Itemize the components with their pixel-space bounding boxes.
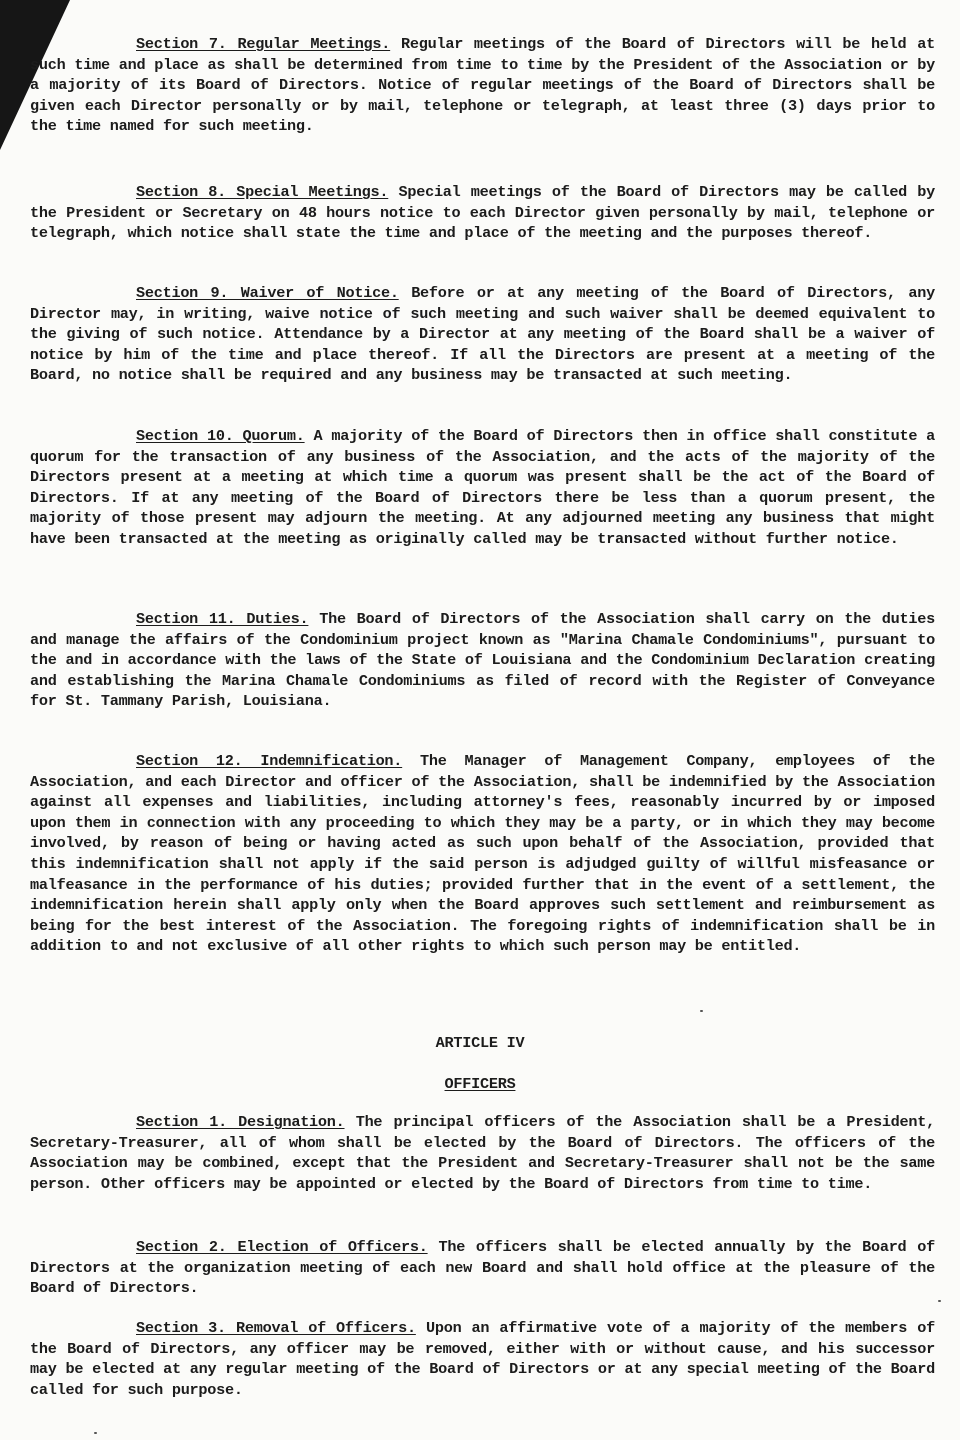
section-9-body: Before or at any meeting of the Board of Directors, any Director may, in writing, waive notice of such meeting and such waiver shall be deemed equivalent to the giving of such notice. Attendance by a Director at any meeting of the Board shall be a waiver of notice by him of the time and place thereof. If all the Directors are present at a meeting of the Board, no notice shall be required and any business may be transacted at such meeting. <box>30 284 935 385</box>
section-12-body: The Manager of Management Company, employees of the Association, and each Director and officer of the Association, shall be indemnified by the Association against all expenses and liabilities, including attorney's fees, reasonably incurred by or imposed upon them in connection with any proceeding to which they may be a party, or in which they may become involved, by reason of being or having acted as such upon behalf of the Association, provided that this indemnification shall not apply if the said person is adjudged guilty of willful misfeasance or malfeasance in the performance of his duties; provided further that in the event of a settlement, the indemnification herein shall apply only when the Board approves such settlement and reimbursement as being for the best interest of the Association. The foregoing rights of indemnification shall be in addition to and not exclusive of all other rights to which such person may be entitled. <box>30 752 935 956</box>
article-4-section-1-heading: Section 1. Designation. <box>136 1113 345 1131</box>
section-9-paragraph <box>30 283 935 386</box>
article-4-section-1-paragraph <box>30 1112 935 1194</box>
section-11-body: The Board of Directors of the Association shall carry on the duties and manage the affairs of the Condominium project known as "Marina Chamale Condominiums", pursuant to the and in accordance with the laws of the State of Louisiana and the Condominium Declaration creating and establishing the Marina Chamale Condominiums as filed of record with the Register of Conveyance for St. Tammany Parish, Louisiana. <box>30 610 935 711</box>
article-number: ARTICLE IV <box>435 1034 525 1052</box>
section-12-heading: Section 12. Indemnification. <box>136 752 403 770</box>
article-title-text: OFFICERS <box>444 1075 516 1093</box>
section-10-heading: Section 10. Quorum. <box>136 427 305 445</box>
section-10-body: A majority of the Board of Directors then in office shall constitute a quorum for the transaction of any business of the Association, and the acts of the majority of the Directors present at a meeting at which time a quorum was present shall be the act of the Board of Directors. If at any meeting of the Board of Directors there be less than a quorum present, the majority of those present may adjourn the meeting. At any adjourned meeting any business that might have been transacted at the meeting as originally called may be transacted without further notice. <box>30 427 936 548</box>
article-4-section-1-body: The principal officers of the Association shall be a President, Secretary-Treasurer, all of whom shall be elected by the Board of Directors. The officers of the Association may be combined, except that the President and Secretary-Treasurer shall not be the same person. Other officers may be appointed or elected by the Board of Directors from time to time. <box>30 1113 936 1193</box>
article-title <box>0 1074 960 1095</box>
scan-speck <box>700 1010 703 1012</box>
section-8-body: Special meetings of the Board of Directors may be called by the President or Secretary on 48 hours notice to each Director given personally by mail, telephone or telegraph, which notice shall state the time and place of the meeting and the purposes thereof. <box>30 183 935 243</box>
article-4-section-3-body: Upon an affirmative vote of a majority of the members of the Board of Directors, any officer may be removed, either with or without cause, and his successor may be elected at any regular meeting of the Board of Directors or at any special meeting of the Board called for such purpose. <box>30 1319 935 1399</box>
article-4-section-2-body: The officers shall be elected annually by the Board of Directors at the organization meeting of each new Board and shall hold office at the pleasure of the Board of Directors. <box>30 1238 935 1298</box>
scan-speck <box>94 1432 97 1434</box>
section-8-paragraph <box>30 182 935 244</box>
section-12-paragraph <box>30 751 935 957</box>
section-7-body: Regular meetings of the Board of Directors will be held at such time and place as shall be determined from time to time by the President of the Association or by a majority of its Board of Directors. Notice of regular meetings of the Board of Directors shall be given each Director personally or by mail, telephone or telegraph, at least three (3) days prior to the time named for such meeting. <box>30 35 935 136</box>
scan-speck <box>938 1300 941 1302</box>
article-4-section-3-paragraph <box>30 1318 935 1400</box>
section-11-heading: Section 11. Duties. <box>136 610 309 628</box>
section-7-paragraph <box>30 34 935 137</box>
article-4-section-2-paragraph <box>30 1237 935 1299</box>
section-11-paragraph <box>30 609 935 712</box>
section-7-heading: Section 7. Regular Meetings. <box>136 35 391 53</box>
article-4-section-3-heading: Section 3. Removal of Officers. <box>136 1319 416 1337</box>
section-8-heading: Section 8. Special Meetings. <box>136 183 389 201</box>
article-4-section-2-heading: Section 2. Election of Officers. <box>136 1238 428 1256</box>
section-10-paragraph <box>30 426 935 550</box>
section-9-heading: Section 9. Waiver of Notice. <box>136 284 399 302</box>
